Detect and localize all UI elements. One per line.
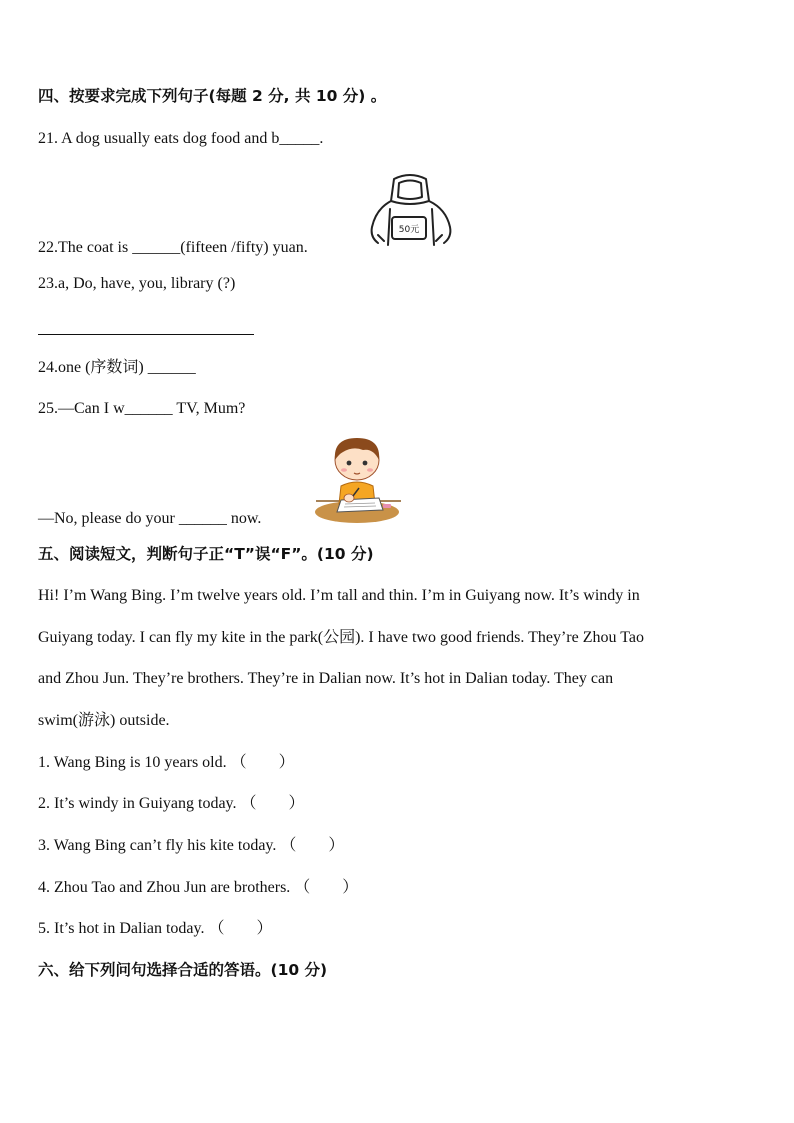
section-4-heading: 四、按要求完成下列句子(每题 2 分, 共 10 分) 。 xyxy=(38,87,387,105)
judge-item-2: 2. It’s windy in Guiyang today. （ ） xyxy=(38,795,305,812)
question-21: 21. A dog usually eats dog food and b_____. xyxy=(38,130,324,147)
passage-line: Guiyang today. I can fly my kite in the park(公园). I have two good friends. They’re Zhou Tao xyxy=(38,628,644,646)
judge-item-1: 1. Wang Bing is 10 years old. （ ） xyxy=(38,754,295,771)
passage-line: swim(游泳) outside. xyxy=(38,711,170,729)
question-23: 23.a, Do, have, you, library (?) xyxy=(38,275,236,292)
judge-item-3: 3. Wang Bing can’t fly his kite today. （ ） xyxy=(38,837,345,854)
boy-homework-illustration xyxy=(313,434,405,524)
question-25-question: 25.—Can I w______ TV, Mum? xyxy=(38,400,246,417)
section-6-heading: 六、给下列问句选择合适的答语。(10 分) xyxy=(38,961,328,979)
reading-passage xyxy=(38,586,763,752)
answer-blank-23 xyxy=(38,334,254,335)
question-22: 22.The coat is ______(fifteen /fifty) yuan. xyxy=(38,239,308,256)
coat-illustration xyxy=(366,171,456,253)
passage-line: and Zhou Jun. They’re brothers. They’re in Dalian now. It’s hot in Dalian today. They can xyxy=(38,670,614,687)
judge-item-4: 4. Zhou Tao and Zhou Jun are brothers. （ ） xyxy=(38,879,359,896)
price-tag-text: 50元 xyxy=(398,225,420,235)
question-24: 24.one (序数词) ______ xyxy=(38,359,196,376)
passage-line: Hi! I’m Wang Bing. I’m twelve years old. I’m tall and thin. I’m in Guiyang now. It’s windy in xyxy=(38,587,640,604)
question-25-answer: —No, please do your ______ now. xyxy=(38,510,262,527)
judge-item-5: 5. It’s hot in Dalian today. （ ） xyxy=(38,920,273,937)
section-5-heading: 五、阅读短文，判断句子正“T”误“F”。(10 分) xyxy=(38,545,374,563)
